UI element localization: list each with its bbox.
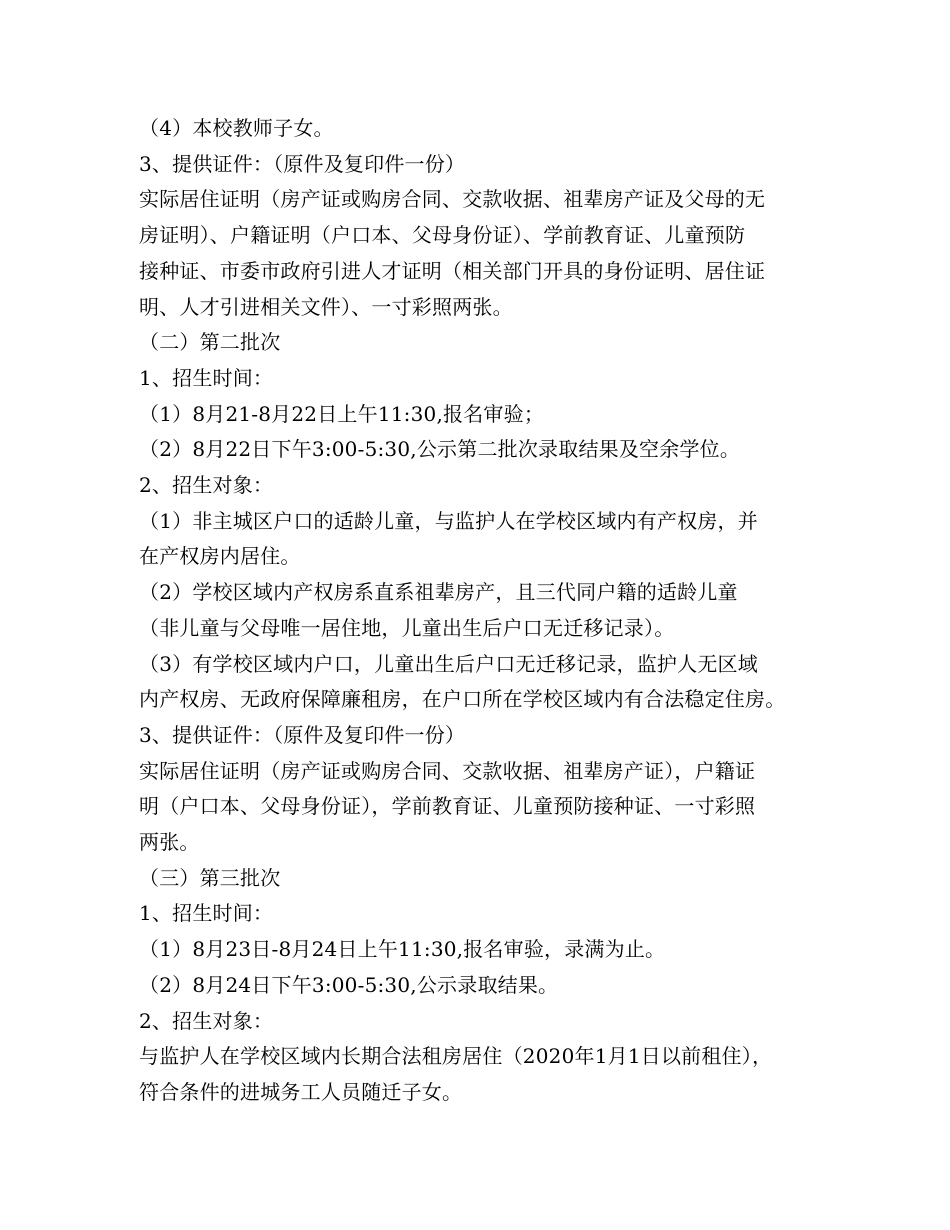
text-line: 明、人才引进相关文件）、一寸彩照两张。 — [139, 294, 513, 319]
text-line: 在产权房内居住。 — [139, 544, 301, 569]
section-heading: （三）第三批次 — [139, 865, 281, 890]
text-line: 实际居住证明（房产证或购房合同、交款收据、祖辈房产证及父母的无 — [139, 187, 766, 212]
text-line: 3、提供证件：（原件及复印件一份） — [139, 151, 466, 176]
text-line: 两张。 — [139, 830, 200, 855]
document-body — [139, 111, 839, 1111]
text-line: 符合条件的进城务工人员随迁子女。 — [139, 1079, 463, 1104]
section-heading: （二）第二批次 — [139, 330, 281, 355]
text-line: 1、招生时间： — [139, 901, 274, 926]
text-line: （3）有学校区域内户口，儿童出生后户口无迁移记录，监护人无区域 — [139, 651, 758, 676]
text-line: 2、招生对象： — [139, 473, 274, 498]
text-line: （1）8月23日-8月24日上午11:30,报名审验，录满为止。 — [139, 937, 666, 962]
text-line: 与监护人在学校区域内长期合法租房居住（2020年1月1日以前租住）， — [139, 1044, 773, 1069]
text-line: （1）非主城区户口的适龄儿童，与监护人在学校区域内有产权房，并 — [139, 508, 758, 533]
text-line: （2）8月24日下午3:00-5:30,公示录取结果。 — [139, 972, 559, 997]
text-line: 内产权房、无政府保障廉租房，在户口所在学校区域内有合法稳定住房。 — [139, 687, 786, 712]
text-line: 接种证、市委市政府引进人才证明（相关部门开具的身份证明、居住证 — [139, 258, 766, 283]
text-line: 明（户口本、父母身份证），学前教育证、儿童预防接种证、一寸彩照 — [139, 794, 756, 819]
text-line: 实际居住证明（房产证或购房合同、交款收据、祖辈房产证），户籍证 — [139, 758, 756, 783]
text-line: 1、招生时间： — [139, 365, 274, 390]
text-line: （非儿童与父母唯一居住地，儿童出生后户口无迁移记录）。 — [139, 615, 675, 640]
text-line: （2）学校区域内产权房系直系祖辈房产，且三代同户籍的适龄儿童 — [139, 580, 738, 605]
text-line: （2）8月22日下午3:00-5:30,公示第二批次录取结果及空余学位。 — [139, 437, 741, 462]
text-line: 2、招生对象： — [139, 1008, 274, 1033]
text-line: （1）8月21-8月22日上午11:30,报名审验； — [139, 401, 545, 426]
text-line: 房证明）、户籍证明（户口本、父母身份证）、学前教育证、儿童预防 — [139, 223, 746, 248]
text-line: 3、提供证件：（原件及复印件一份） — [139, 722, 466, 747]
text-line: （4）本校教师子女。 — [139, 116, 334, 140]
